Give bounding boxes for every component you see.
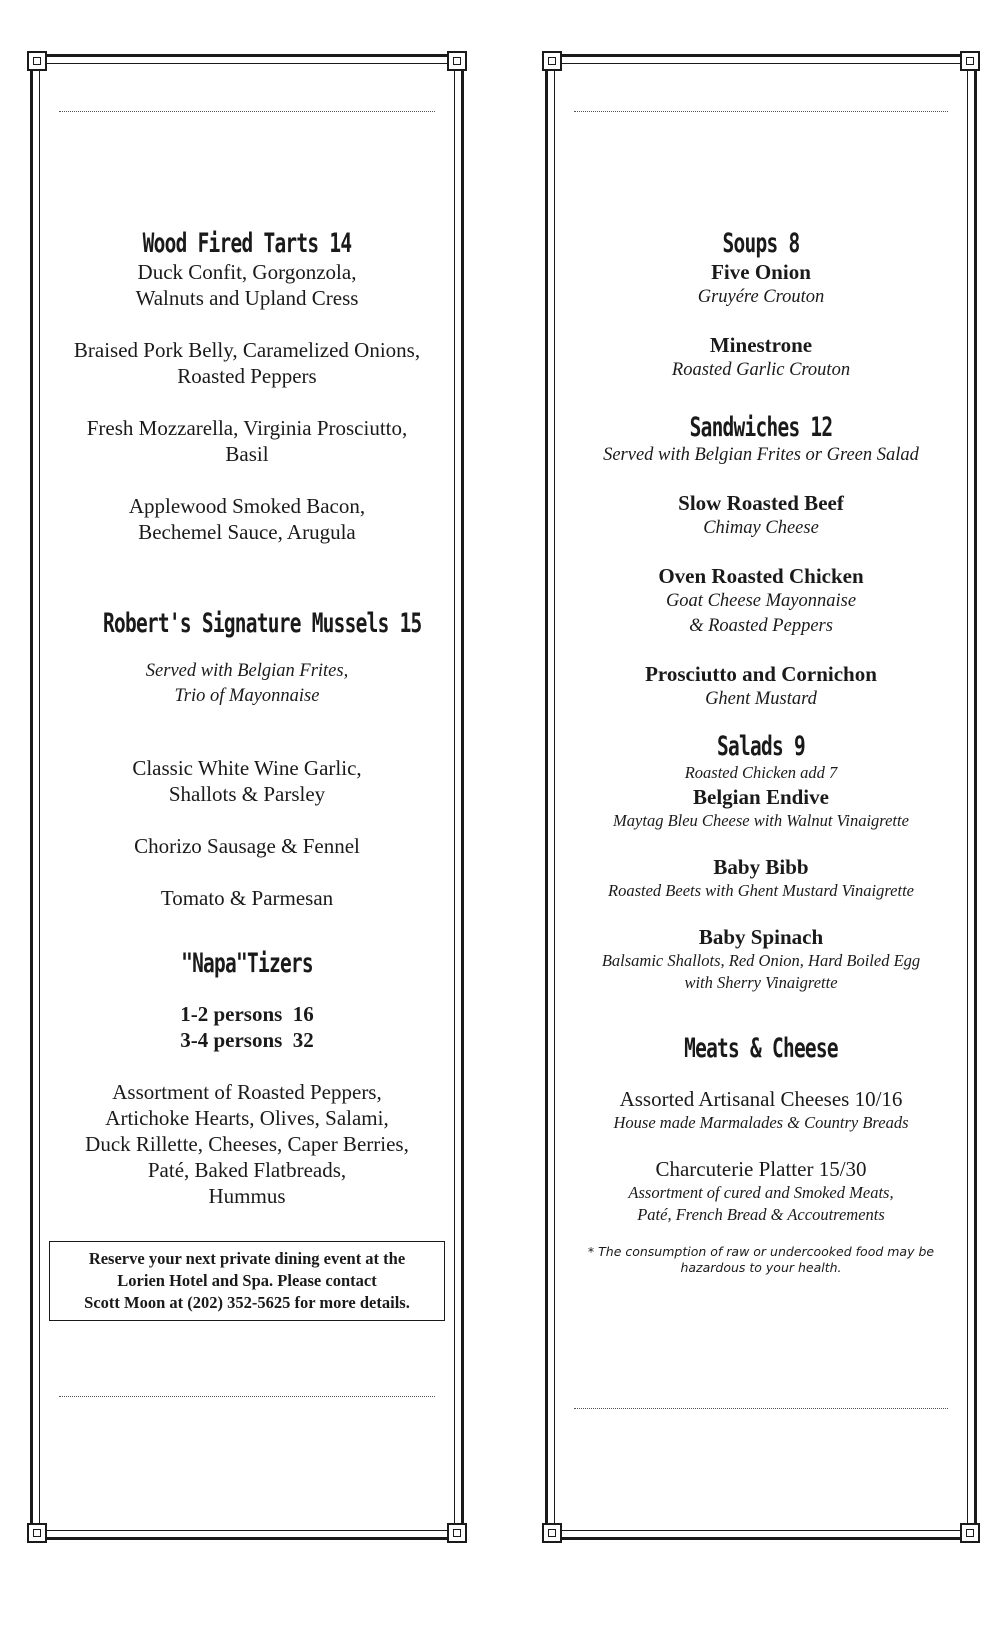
napatizer-price: 3-4 persons 32 — [180, 1028, 314, 1052]
sandwich-description: Goat Cheese Mayonnaise — [665, 591, 857, 611]
dotted-divider-top — [574, 111, 948, 112]
mussels-served-note: Served with Belgian Frites, Trio of Mayonnaise — [145, 661, 349, 706]
mussels-item: Chorizo Sausage & Fennel — [134, 834, 360, 858]
corner-ornament — [960, 51, 980, 71]
meats-item-description: Assortment of cured and Smoked Meats, — [628, 1183, 894, 1202]
salad-description: Balsamic Shallots, Red Onion, Hard Boiled Egg — [601, 951, 921, 970]
tart-item: Braised Pork Belly, Caramelized Onions, Roasted Peppers — [73, 338, 421, 388]
section-heading-meats-cheese: Meats & Cheese — [684, 1033, 838, 1064]
section-heading-napatizers: "Napa"Tizers — [181, 948, 313, 979]
soup-name: Five Onion — [711, 260, 811, 284]
napatizer-description: Assortment of Roasted Peppers, Artichoke Hearts, Olives, Salami, Duck Rillette, Cheeses, Caper Berries, Paté, Baked Flatbreads, Hummus — [85, 1080, 409, 1208]
section-heading-sandwiches: Sandwiches 12 — [689, 412, 833, 443]
sandwiches-served-note: Served with Belgian Frites or Green Salad — [603, 445, 919, 465]
napatizer-price: 1-2 persons 16 — [180, 1002, 314, 1026]
soup-description: Roasted Garlic Crouton — [671, 360, 851, 380]
dotted-divider-bottom — [59, 1396, 435, 1397]
corner-ornament — [27, 1523, 47, 1543]
meats-item-name: Charcuterie Platter 15/30 — [655, 1157, 867, 1181]
corner-ornament — [542, 51, 562, 71]
salad-description: with Sherry Vinaigrette — [684, 973, 838, 992]
section-heading-mussels: Robert's Signature Mussels 15 — [103, 608, 422, 639]
salad-description: Maytag Bleu Cheese with Walnut Vinaigrette — [613, 811, 909, 830]
sandwich-description: Ghent Mustard — [705, 689, 817, 709]
corner-ornament — [447, 51, 467, 71]
salad-description: Roasted Beets with Ghent Mustard Vinaigrette — [608, 881, 914, 900]
sandwich-description: Chimay Cheese — [703, 518, 819, 538]
left-menu-panel — [30, 54, 464, 1540]
mussels-item: Tomato & Parmesan — [160, 886, 334, 910]
salad-name: Belgian Endive — [693, 785, 829, 809]
salad-name: Baby Bibb — [713, 855, 809, 879]
sandwich-name: Oven Roasted Chicken — [658, 564, 864, 588]
meats-item-description: Paté, French Bread & Accoutrements — [637, 1205, 885, 1224]
tart-item: Duck Confit, Gorgonzola, Walnuts and Upland Cress — [135, 260, 359, 310]
sandwich-name: Slow Roasted Beef — [678, 491, 844, 515]
reserve-info-box: Reserve your next private dining event at the Lorien Hotel and Spa. Please contact Scott Moon at (202) 352-5625 for more details. — [49, 1241, 445, 1321]
section-heading-tarts: Wood Fired Tarts 14 — [142, 228, 352, 259]
soup-name: Minestrone — [709, 333, 813, 357]
dotted-divider-top — [59, 111, 435, 112]
right-menu-panel — [545, 54, 977, 1540]
left-menu-content — [47, 229, 447, 1321]
soup-description: Gruyére Crouton — [697, 287, 825, 307]
corner-ornament — [27, 51, 47, 71]
corner-ornament — [447, 1523, 467, 1543]
corner-ornament — [542, 1523, 562, 1543]
tart-item: Applewood Smoked Bacon, Bechemel Sauce, Arugula — [128, 494, 366, 544]
section-heading-salads: Salads 9 — [717, 731, 805, 762]
section-heading-soups: Soups 8 — [722, 228, 800, 259]
sandwich-description: & Roasted Peppers — [689, 616, 833, 636]
raw-food-warning: * The consumption of raw or undercooked food may be hazardous to your health. — [587, 1244, 935, 1275]
meats-item-name: Assorted Artisanal Cheeses 10/16 — [619, 1087, 903, 1111]
tart-item: Fresh Mozzarella, Virginia Prosciutto, Basil — [86, 416, 408, 466]
right-menu-content — [562, 229, 960, 1276]
corner-ornament — [960, 1523, 980, 1543]
dotted-divider-bottom — [574, 1408, 948, 1409]
salad-name: Baby Spinach — [698, 925, 824, 949]
salads-addon-note: Roasted Chicken add 7 — [684, 763, 838, 782]
mussels-item: Classic White Wine Garlic, Shallots & Parsley — [132, 756, 362, 806]
meats-item-description: House made Marmalades & Country Breads — [613, 1113, 909, 1132]
sandwich-name: Prosciutto and Cornichon — [645, 662, 877, 686]
